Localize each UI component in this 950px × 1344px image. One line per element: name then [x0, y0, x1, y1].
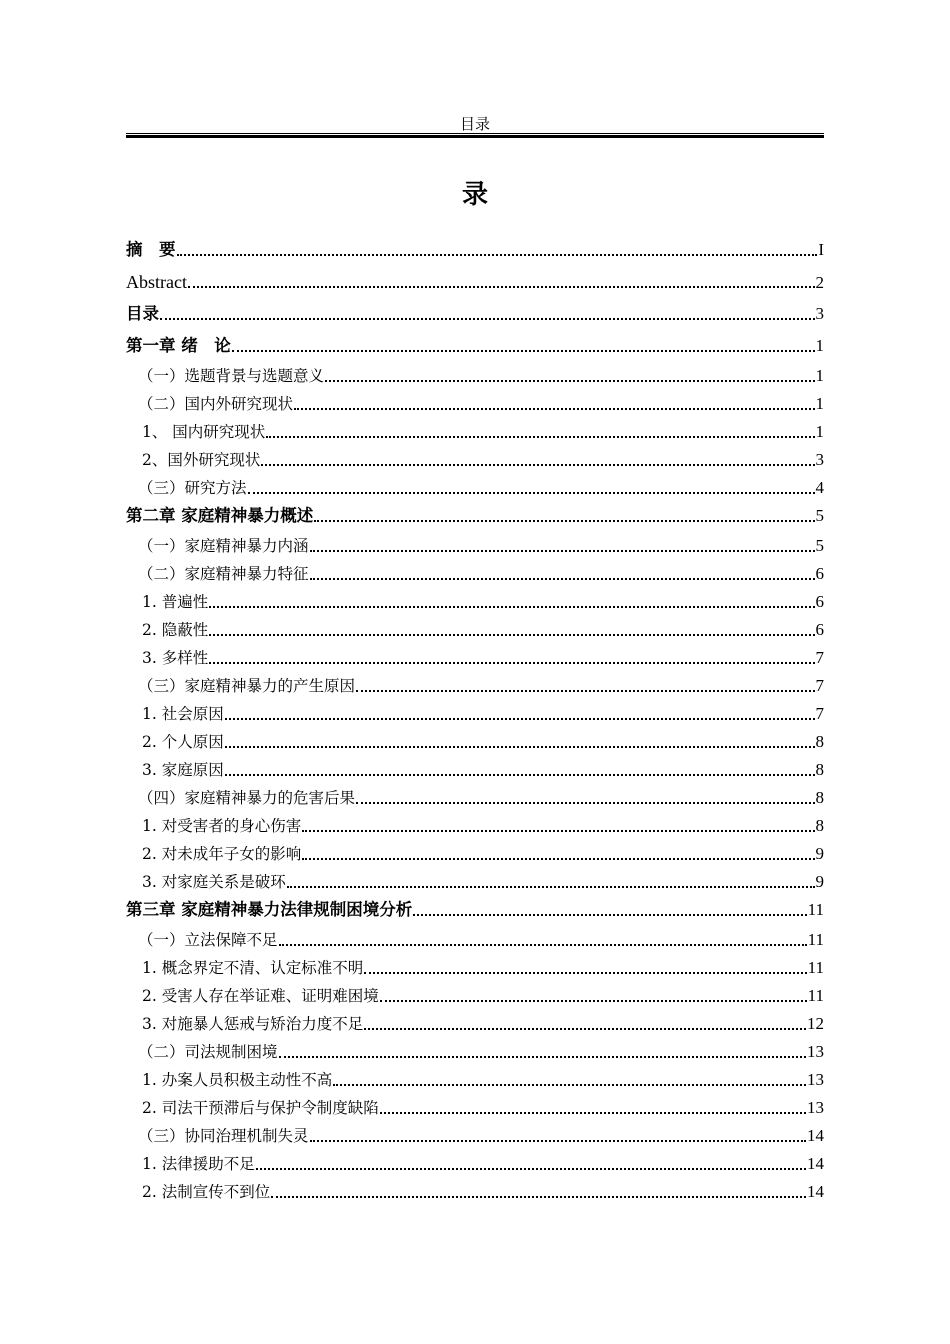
toc-entry[interactable]	[126, 812, 824, 840]
toc-entry-page-number: 13	[807, 1042, 824, 1061]
toc-entry-page-number: 3	[815, 450, 824, 469]
toc-dot-leader	[302, 829, 814, 832]
toc-dot-leader	[232, 349, 815, 352]
toc-entry[interactable]	[126, 332, 824, 360]
toc-entry-label: （一）家庭精神暴力内涵	[138, 537, 309, 555]
toc-entry-page-number: 8	[815, 788, 824, 807]
toc-entry-page-number: 8	[815, 760, 824, 779]
toc-entry-label: 2、国外研究现状	[142, 451, 261, 469]
toc-entry[interactable]	[126, 1010, 824, 1038]
toc-entry-page-number: 1	[815, 422, 824, 441]
toc-dot-leader	[225, 717, 815, 720]
toc-entry-page-number: 11	[807, 986, 824, 1005]
toc-entry[interactable]	[126, 954, 824, 982]
running-header: 目录	[459, 115, 490, 133]
toc-entry-page-number: 11	[807, 930, 824, 949]
toc-entry-page-number: 2	[815, 273, 824, 292]
toc-entry-page-number: 14	[807, 1126, 824, 1145]
toc-entry-label: 2. 受害人存在举证难、证明难困境	[142, 987, 379, 1005]
toc-entry-label: （三）家庭精神暴力的产生原因	[138, 677, 356, 695]
toc-dot-leader	[261, 463, 814, 466]
toc-entry[interactable]	[126, 300, 824, 328]
toc-entry[interactable]	[126, 1094, 824, 1122]
toc-entry-page-number: 8	[815, 816, 824, 835]
toc-entry-label: 1. 普遍性	[142, 593, 209, 611]
toc-dot-leader	[279, 1055, 806, 1058]
toc-entry-label: 2. 隐蔽性	[142, 621, 209, 639]
toc-entry[interactable]	[126, 784, 824, 812]
toc-dot-leader	[310, 1139, 806, 1142]
toc-entry-page-number: 4	[815, 478, 824, 497]
toc-entry-page-number: 13	[807, 1098, 824, 1117]
toc-dot-leader	[294, 407, 814, 410]
toc-entry-label: 2. 个人原因	[142, 733, 224, 751]
toc-entry-label: 2. 对未成年子女的影响	[142, 845, 302, 863]
toc-dot-leader	[225, 745, 815, 748]
toc-entry-label: 3. 对家庭关系是破环	[142, 873, 286, 891]
toc-dot-leader	[209, 661, 814, 664]
toc-entry-label: Abstract	[126, 272, 187, 292]
toc-entry-page-number: I	[818, 240, 824, 259]
toc-entry[interactable]	[126, 982, 824, 1010]
toc-dot-leader	[314, 519, 814, 522]
toc-dot-leader	[209, 633, 814, 636]
toc-entry[interactable]	[126, 616, 824, 644]
toc-entry-page-number: 11	[807, 900, 824, 919]
toc-entry[interactable]	[126, 268, 824, 296]
toc-entry-page-number: 5	[815, 536, 824, 555]
toc-entry[interactable]	[126, 236, 824, 264]
toc-entry-label: 3. 多样性	[142, 649, 209, 667]
toc-entry[interactable]	[126, 362, 824, 390]
toc-entry-label: 1. 社会原因	[142, 705, 224, 723]
toc-dot-leader	[333, 1083, 806, 1086]
toc-entry[interactable]	[126, 1066, 824, 1094]
toc-entry[interactable]	[126, 868, 824, 896]
toc-dot-leader	[380, 999, 807, 1002]
toc-dot-leader	[310, 549, 815, 552]
header-rule-thin	[126, 133, 824, 134]
toc-entry-label: 1. 概念界定不清、认定标准不明	[142, 959, 364, 977]
toc-dot-leader	[364, 971, 806, 974]
toc-dot-leader	[160, 317, 815, 320]
toc-entry-page-number: 5	[815, 506, 824, 525]
toc-dot-leader	[271, 1195, 806, 1198]
toc-dot-leader	[225, 773, 815, 776]
toc-dot-leader	[266, 435, 814, 438]
toc-entry-label: （二）家庭精神暴力特征	[138, 565, 309, 583]
header-rule-thick	[126, 135, 824, 138]
toc-entry-page-number: 7	[815, 648, 824, 667]
toc-dot-leader	[287, 885, 815, 888]
toc-entry-label: 1、 国内研究现状	[142, 423, 266, 441]
toc-entry-label: 3. 对施暴人惩戒与矫治力度不足	[142, 1015, 364, 1033]
toc-entry[interactable]	[126, 502, 824, 530]
toc-entry-page-number: 11	[807, 958, 824, 977]
toc-entry-label: （一）选题背景与选题意义	[138, 367, 325, 385]
toc-entry[interactable]	[126, 644, 824, 672]
toc-dot-leader	[310, 577, 815, 580]
toc-entry-label: 目录	[126, 304, 159, 323]
toc-entry-label: （三）协同治理机制失灵	[138, 1127, 309, 1145]
toc-entry-page-number: 3	[815, 304, 824, 323]
toc-entry[interactable]	[126, 560, 824, 588]
toc-entry-label: 第二章 家庭精神暴力概述	[126, 506, 314, 525]
toc-entry-page-number: 7	[815, 704, 824, 723]
toc-entry[interactable]	[126, 672, 824, 700]
toc-entry[interactable]	[126, 700, 824, 728]
toc-entry[interactable]	[126, 756, 824, 784]
toc-dot-leader	[188, 285, 815, 288]
toc-entry[interactable]	[126, 1122, 824, 1150]
toc-entry-label: 3. 家庭原因	[142, 761, 224, 779]
toc-entry[interactable]	[126, 926, 824, 954]
toc-entry-page-number: 9	[815, 872, 824, 891]
toc-entry[interactable]	[126, 418, 824, 446]
toc-dot-leader	[364, 1027, 806, 1030]
toc-entry-page-number: 6	[815, 564, 824, 583]
toc-entry-label: （四）家庭精神暴力的危害后果	[138, 789, 356, 807]
toc-entry[interactable]	[126, 1150, 824, 1178]
toc-entry-page-number: 8	[815, 732, 824, 751]
toc-entry-label: （二）国内外研究现状	[138, 395, 294, 413]
toc-dot-leader	[380, 1111, 806, 1114]
toc-entry-page-number: 1	[815, 366, 824, 385]
toc-dot-leader	[413, 913, 806, 916]
toc-entry-page-number: 12	[807, 1014, 824, 1033]
toc-entry-page-number: 6	[815, 620, 824, 639]
toc-entry-page-number: 14	[807, 1154, 824, 1173]
toc-entry[interactable]	[126, 896, 824, 924]
toc-entry[interactable]	[126, 588, 824, 616]
toc-entry-label: 2. 法制宣传不到位	[142, 1183, 271, 1201]
toc-dot-leader	[325, 379, 814, 382]
toc-entry-label: （三）研究方法	[138, 479, 247, 497]
toc-entry-page-number: 1	[815, 336, 824, 355]
toc-entry-page-number: 13	[807, 1070, 824, 1089]
toc-dot-leader	[256, 1167, 806, 1170]
toc-entry[interactable]	[126, 1038, 824, 1066]
toc-entry-label: 第三章 家庭精神暴力法律规制困境分析	[126, 900, 413, 919]
toc-entry-label: 第一章 绪 论	[126, 336, 231, 355]
toc-entry-label: 1. 办案人员积极主动性不高	[142, 1071, 333, 1089]
toc-entry-page-number: 14	[807, 1182, 824, 1201]
toc-entry[interactable]	[126, 474, 824, 502]
toc-dot-leader	[177, 253, 818, 256]
toc-dot-leader	[356, 689, 814, 692]
toc-entry-page-number: 6	[815, 592, 824, 611]
toc-dot-leader	[356, 801, 814, 804]
toc-dot-leader	[279, 943, 807, 946]
toc-entry-label: 摘 要	[126, 240, 176, 259]
toc-entry-label: （二）司法规制困境	[138, 1043, 278, 1061]
toc-entry-label: 1. 对受害者的身心伤害	[142, 817, 302, 835]
toc-dot-leader	[302, 857, 814, 860]
toc-dot-leader	[248, 491, 815, 494]
toc-entry-page-number: 1	[815, 394, 824, 413]
toc-entry[interactable]	[126, 532, 824, 560]
toc-entry-label: （一）立法保障不足	[138, 931, 278, 949]
toc-entry-page-number: 7	[815, 676, 824, 695]
toc-entry[interactable]	[126, 840, 824, 868]
toc-entry-page-number: 9	[815, 844, 824, 863]
toc-entry-label: 1. 法律援助不足	[142, 1155, 255, 1173]
toc-entry[interactable]	[126, 1178, 824, 1206]
page-title: 录	[461, 180, 488, 210]
toc-entry-label: 2. 司法干预滞后与保护令制度缺陷	[142, 1099, 379, 1117]
toc-entry[interactable]	[126, 390, 824, 418]
toc-entry[interactable]	[126, 728, 824, 756]
toc-dot-leader	[209, 605, 814, 608]
toc-entry[interactable]	[126, 446, 824, 474]
